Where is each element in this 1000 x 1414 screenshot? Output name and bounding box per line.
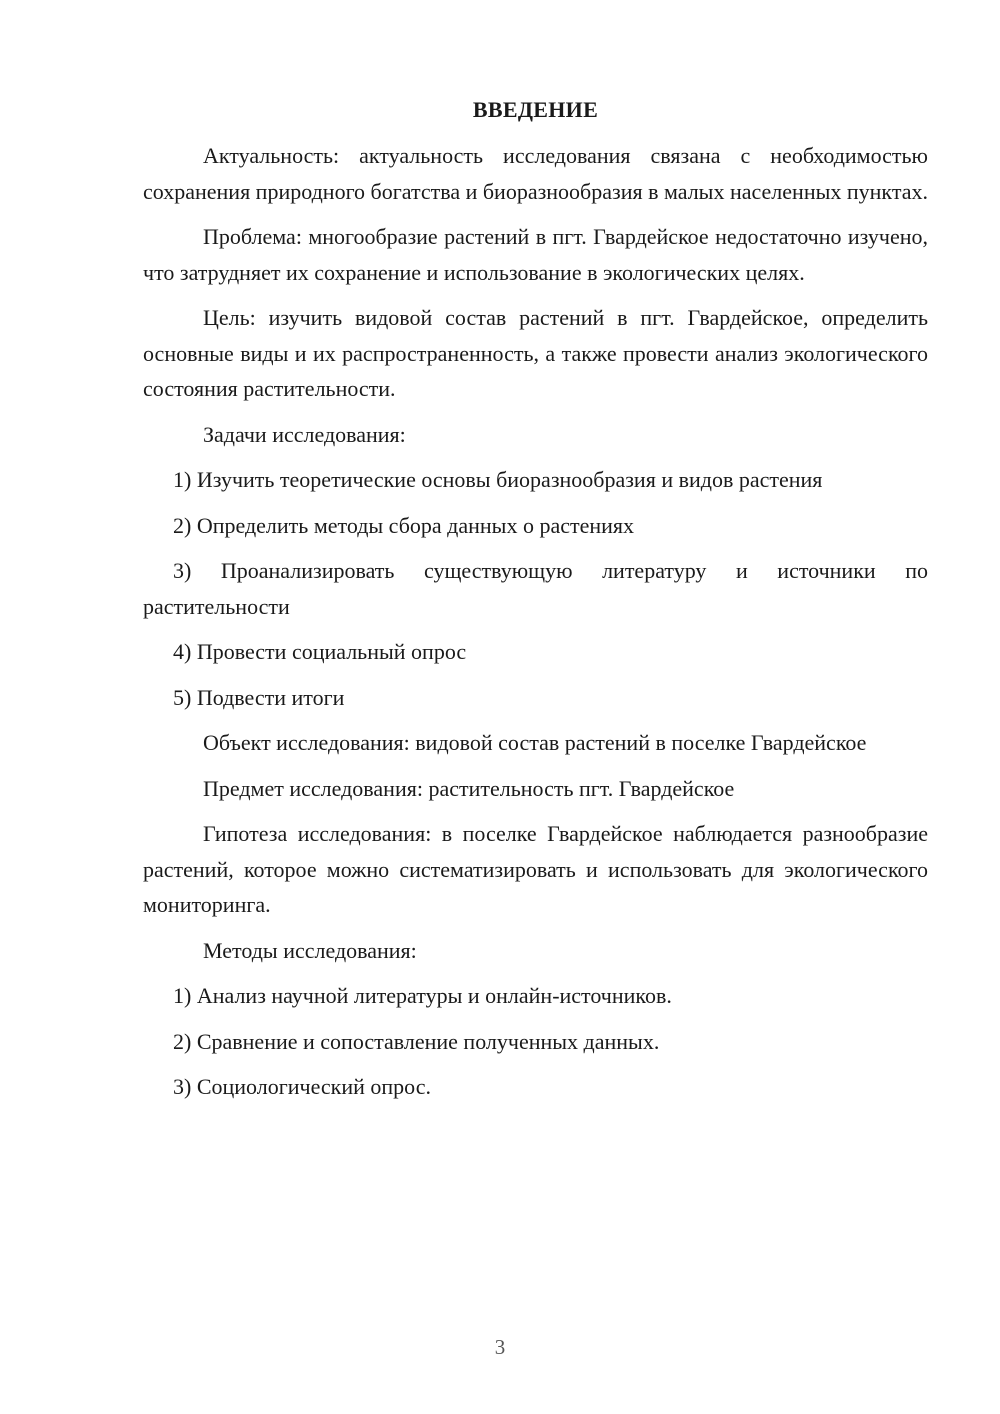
method-item: 2) Сравнение и сопоставление полученных данных. — [173, 1028, 660, 1054]
goal-paragraph: Цель: изучить видовой состав растений в пгт. Гвардейское, определить основные виды и их распространенность, а также провести анализ экологического состояния растительности. — [143, 305, 928, 401]
relevance-paragraph: Актуальность: актуальность исследования связана с необходимостью сохранения природного богатства и биоразнообразия в малых населенных пунктах. — [143, 143, 928, 204]
tasks-heading: Задачи исследования: — [203, 421, 406, 447]
problem-paragraph: Проблема: многообразие растений в пгт. Гвардейское недостаточно изучено, что затрудняет их сохранение и использование в экологических целях. — [143, 224, 928, 285]
method-item: 3) Социологический опрос. — [173, 1074, 431, 1099]
task-item: 3) Проанализировать существующую литературу и источники по растительности — [143, 558, 928, 619]
task-item: 5) Подвести итоги — [173, 684, 345, 710]
section-heading: ВВЕДЕНИЕ — [472, 97, 599, 122]
object-paragraph: Объект исследования: видовой состав растений в поселке Гвардейское — [203, 730, 867, 755]
subject-paragraph: Предмет исследования: растительность пгт. Гвардейское — [203, 775, 735, 801]
method-item: 1) Анализ научной литературы и онлайн-источников. — [173, 983, 672, 1008]
hypothesis-paragraph: Гипотеза исследования: в поселке Гвардейское наблюдается разнообразие растений, которое можно систематизировать и использовать для экологического мониторинга. — [143, 821, 928, 917]
methods-heading: Методы исследования: — [203, 937, 417, 963]
task-item: 2) Определить методы сбора данных о растениях — [173, 512, 635, 538]
task-item: 4) Провести социальный опрос — [173, 639, 467, 664]
task-item: 1) Изучить теоретические основы биоразнообразия и видов растения — [173, 467, 823, 492]
page-content — [143, 95, 928, 1115]
page-number: 3 — [494, 1335, 506, 1359]
